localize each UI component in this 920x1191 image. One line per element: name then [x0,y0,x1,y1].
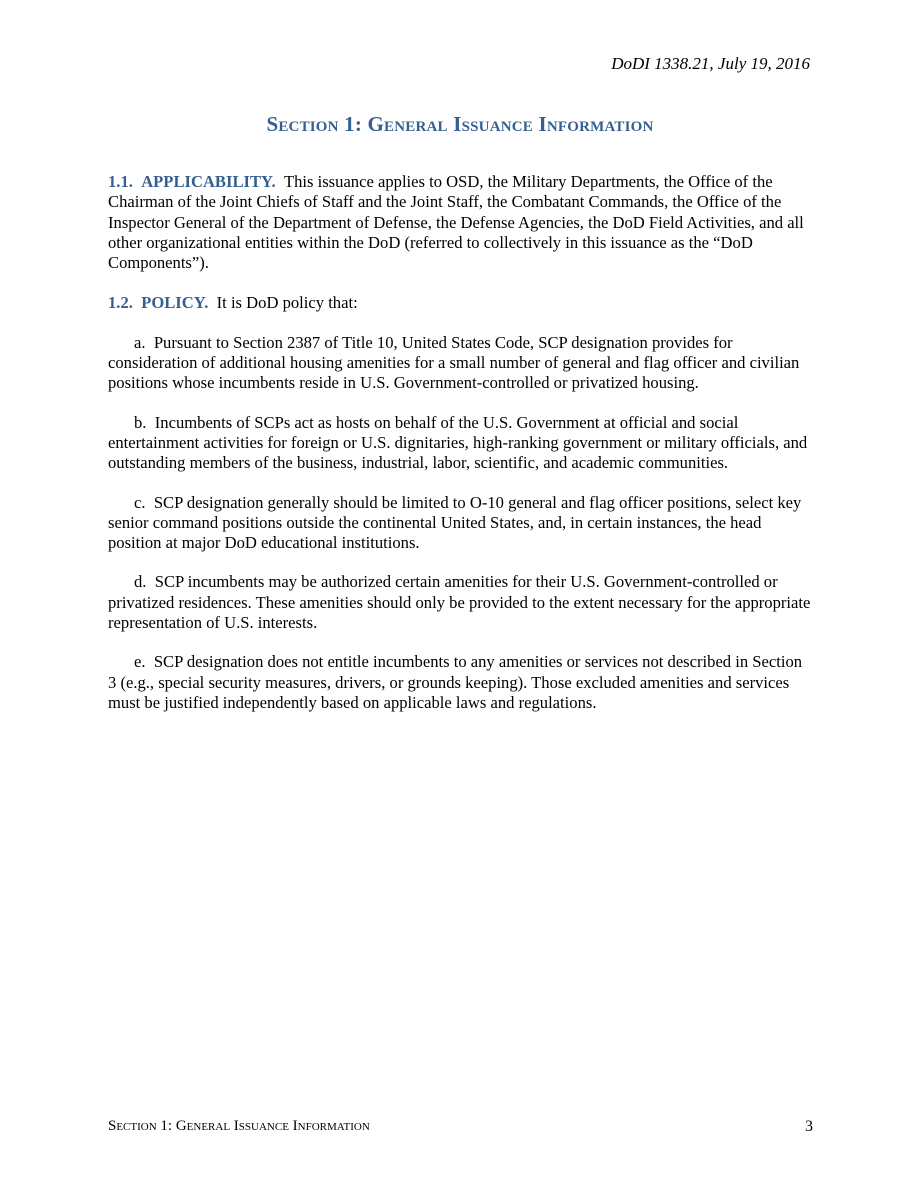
policy-item-text: SCP designation does not entitle incumbents to any amenities or services not described in Section 3 (e.g., special security measures, drivers, or grounds keeping). Those excluded amenities and services must be justified independently based on applicable laws and regulations. [108,652,803,712]
page-footer [108,1118,813,1136]
policy-item-b [108,413,813,474]
policy-heading: POLICY. [141,293,209,313]
policy-item-text: Incumbents of SCPs act as hosts on behalf of the U.S. Government at official and social entertainment activities for foreign or U.S. dignitaries, high-ranking government or military officials, and outstanding members of the business, industrial, labor, scientific, and academic communities. [108,412,808,473]
policy-item-letter: a. [134,332,146,352]
running-header: DoDI 1338.21, July 19, 2016 [611,54,810,73]
body-text [108,172,813,713]
policy-number: 1.2. [108,293,133,313]
policy-item-text: SCP designation generally should be limited to O-10 general and flag officer positions, select key senior command positions outside the continental United States, and, in certain instances, the head position at major DoD educational institutions. [108,492,802,553]
policy-item-letter: e. [134,652,146,672]
policy-item-d [108,572,813,633]
policy-item-a [108,333,813,394]
policy-paragraph [108,293,813,313]
applicability-heading: APPLICABILITY. [141,172,276,191]
footer-section-title: Section 1: General Issuance Information [108,1118,370,1134]
page-number: 3 [805,1118,813,1135]
applicability-text: This issuance applies to OSD, the Military Departments, the Office of the Chairman of the Joint Chiefs of Staff and the Joint Staff, the Combatant Commands, the Office of the Inspector General of the Department of Defense, the Defense Agencies, the DoD Field Activities, and all other organizational entities within the DoD (referred to collectively in this issuance as the “DoD Components”). [108,172,804,273]
policy-item-letter: c. [134,492,146,512]
section-title: Section 1: General Issuance Information [266,112,654,136]
applicability-paragraph [108,172,813,273]
applicability-number: 1.1. [108,172,133,191]
policy-item-text: SCP incumbents may be authorized certain amenities for their U.S. Government-controlled or privatized residences. These amenities should only be provided to the extent necessary for the appropriate representation of U.S. interests. [108,572,811,633]
policy-intro: It is DoD policy that: [216,293,358,313]
policy-item-letter: b. [134,412,147,432]
policy-item-letter: d. [134,572,147,592]
policy-item-e [108,652,813,713]
policy-item-text: Pursuant to Section 2387 of Title 10, United States Code, SCP designation provides for consideration of additional housing amenities for a small number of general and flag officer and civilian positions whose incumbents reside in U.S. Government-controlled or privatized housing. [108,332,800,393]
policy-item-c [108,493,813,554]
